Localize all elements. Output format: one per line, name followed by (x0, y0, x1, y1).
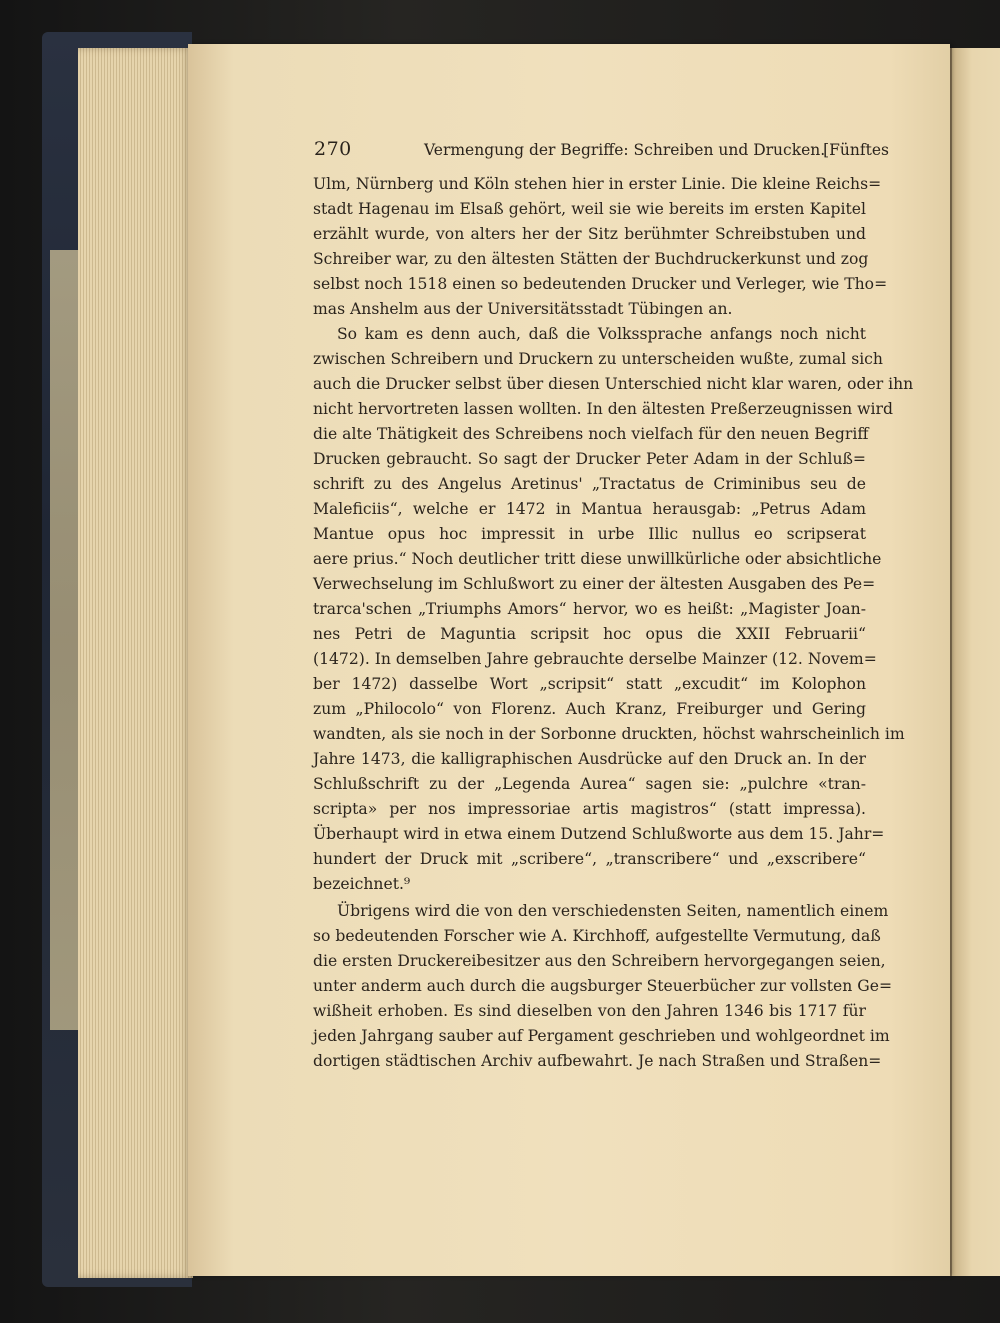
running-title: Vermengung der Begriffe: Schreiben und Drucken. (424, 141, 826, 159)
running-head (314, 138, 889, 168)
text-line: aere prius.“ Noch deutlicher tritt diese unwillkürliche oder absichtliche (313, 550, 882, 568)
text-line: zwischen Schreibern und Druckern zu unterscheiden wußte, zumal sich (313, 350, 883, 368)
text-line: (1472). In demselben Jahre gebrauchte derselbe Mainzer (12. Novem= (313, 650, 877, 668)
text-line: hundert der Druck mit „scribere“, „transcribere“ und „exscribere“ (313, 850, 866, 868)
text-line: Übrigens wird die von den verschiedensten Seiten, namentlich einem (337, 902, 889, 920)
text-line: Jahre 1473, die kalligraphischen Ausdrücke auf den Druck an. In der (313, 750, 866, 768)
text-line: auch die Drucker selbst über diesen Unterschied nicht klar waren, oder ihn (313, 375, 914, 393)
text-line: Überhaupt wird in etwa einem Dutzend Schlußworte aus dem 15. Jahr= (313, 825, 885, 843)
text-line: die alte Thätigkeit des Schreibens noch vielfach für den neuen Begriff (313, 425, 869, 443)
text-line: nes Petri de Maguntia scripsit hoc opus die XXII Februarii“ (313, 625, 866, 643)
text-line: wandten, als sie noch in der Sorbonne druckten, höchst wahrscheinlich im (313, 725, 905, 743)
text-line: dortigen städtischen Archiv aufbewahrt. Je nach Straßen und Straßen= (313, 1052, 882, 1070)
text-line: Ulm, Nürnberg und Köln stehen hier in erster Linie. Die kleine Reichs= (313, 175, 882, 193)
page-edges (78, 48, 193, 1278)
text-line: Schlußschrift zu der „Legenda Aurea“ sagen sie: „pulchre «tran- (313, 775, 866, 793)
text-line: Mantue opus hoc impressit in urbe Illic nullus eo scripserat (313, 525, 866, 543)
text-line: Maleficiis“, welche er 1472 in Mantua herausgab: „Petrus Adam (313, 500, 866, 518)
text-line: so bedeutenden Forscher wie A. Kirchhoff, aufgestellte Vermutung, daß (313, 927, 881, 945)
text-line: stadt Hagenau im Elsaß gehört, weil sie wie bereits im ersten Kapitel (313, 200, 866, 218)
facing-page-edge (950, 48, 1000, 1276)
text-line: nicht hervortreten lassen wollten. In den ältesten Preßerzeugnissen wird (313, 400, 893, 418)
text-line: unter anderm auch durch die augsburger Steuerbücher zur vollsten Ge= (313, 977, 893, 995)
text-line: ber 1472) dasselbe Wort „scripsit“ statt „excudit“ im Kolophon (313, 675, 866, 693)
chapter-marker: [Fünftes (823, 141, 889, 159)
text-line: bezeichnet.⁹ (313, 875, 411, 893)
text-line: jeden Jahrgang sauber auf Pergament geschrieben und wohlgeordnet im (313, 1027, 890, 1045)
body-text (313, 172, 914, 1074)
text-line: mas Anshelm aus der Universitätsstadt Tübingen an. (313, 300, 733, 318)
text-line: erzählt wurde, von alters her der Sitz berühmter Schreibstuben und (313, 225, 866, 243)
page-number: 270 (314, 138, 352, 160)
text-line: So kam es denn auch, daß die Volkssprache anfangs noch nicht (337, 325, 866, 343)
text-line: wißheit erhoben. Es sind dieselben von den Jahren 1346 bis 1717 für (313, 1002, 866, 1020)
text-line: Schreiber war, zu den ältesten Stätten der Buchdruckerkunst und zog (313, 250, 869, 268)
text-line: scripta» per nos impressoriae artis magistros“ (statt impressa). (313, 800, 866, 818)
text-line: selbst noch 1518 einen so bedeutenden Drucker und Verleger, wie Tho= (313, 275, 888, 293)
text-line: Verwechselung im Schlußwort zu einer der ältesten Ausgaben des Pe= (313, 575, 876, 593)
text-line: die ersten Druckereibesitzer aus den Schreibern hervorgegangen seien, (313, 952, 886, 970)
text-line: Drucken gebraucht. So sagt der Drucker Peter Adam in der Schluß= (313, 450, 866, 468)
text-line: schrift zu des Angelus Aretinus' „Tractatus de Criminibus seu de (313, 475, 866, 493)
text-line: zum „Philocolo“ von Florenz. Auch Kranz, Freiburger und Gering (313, 700, 866, 718)
text-line: trarca'schen „Triumphs Amors“ hervor, wo es heißt: „Magister Joan- (313, 600, 866, 618)
